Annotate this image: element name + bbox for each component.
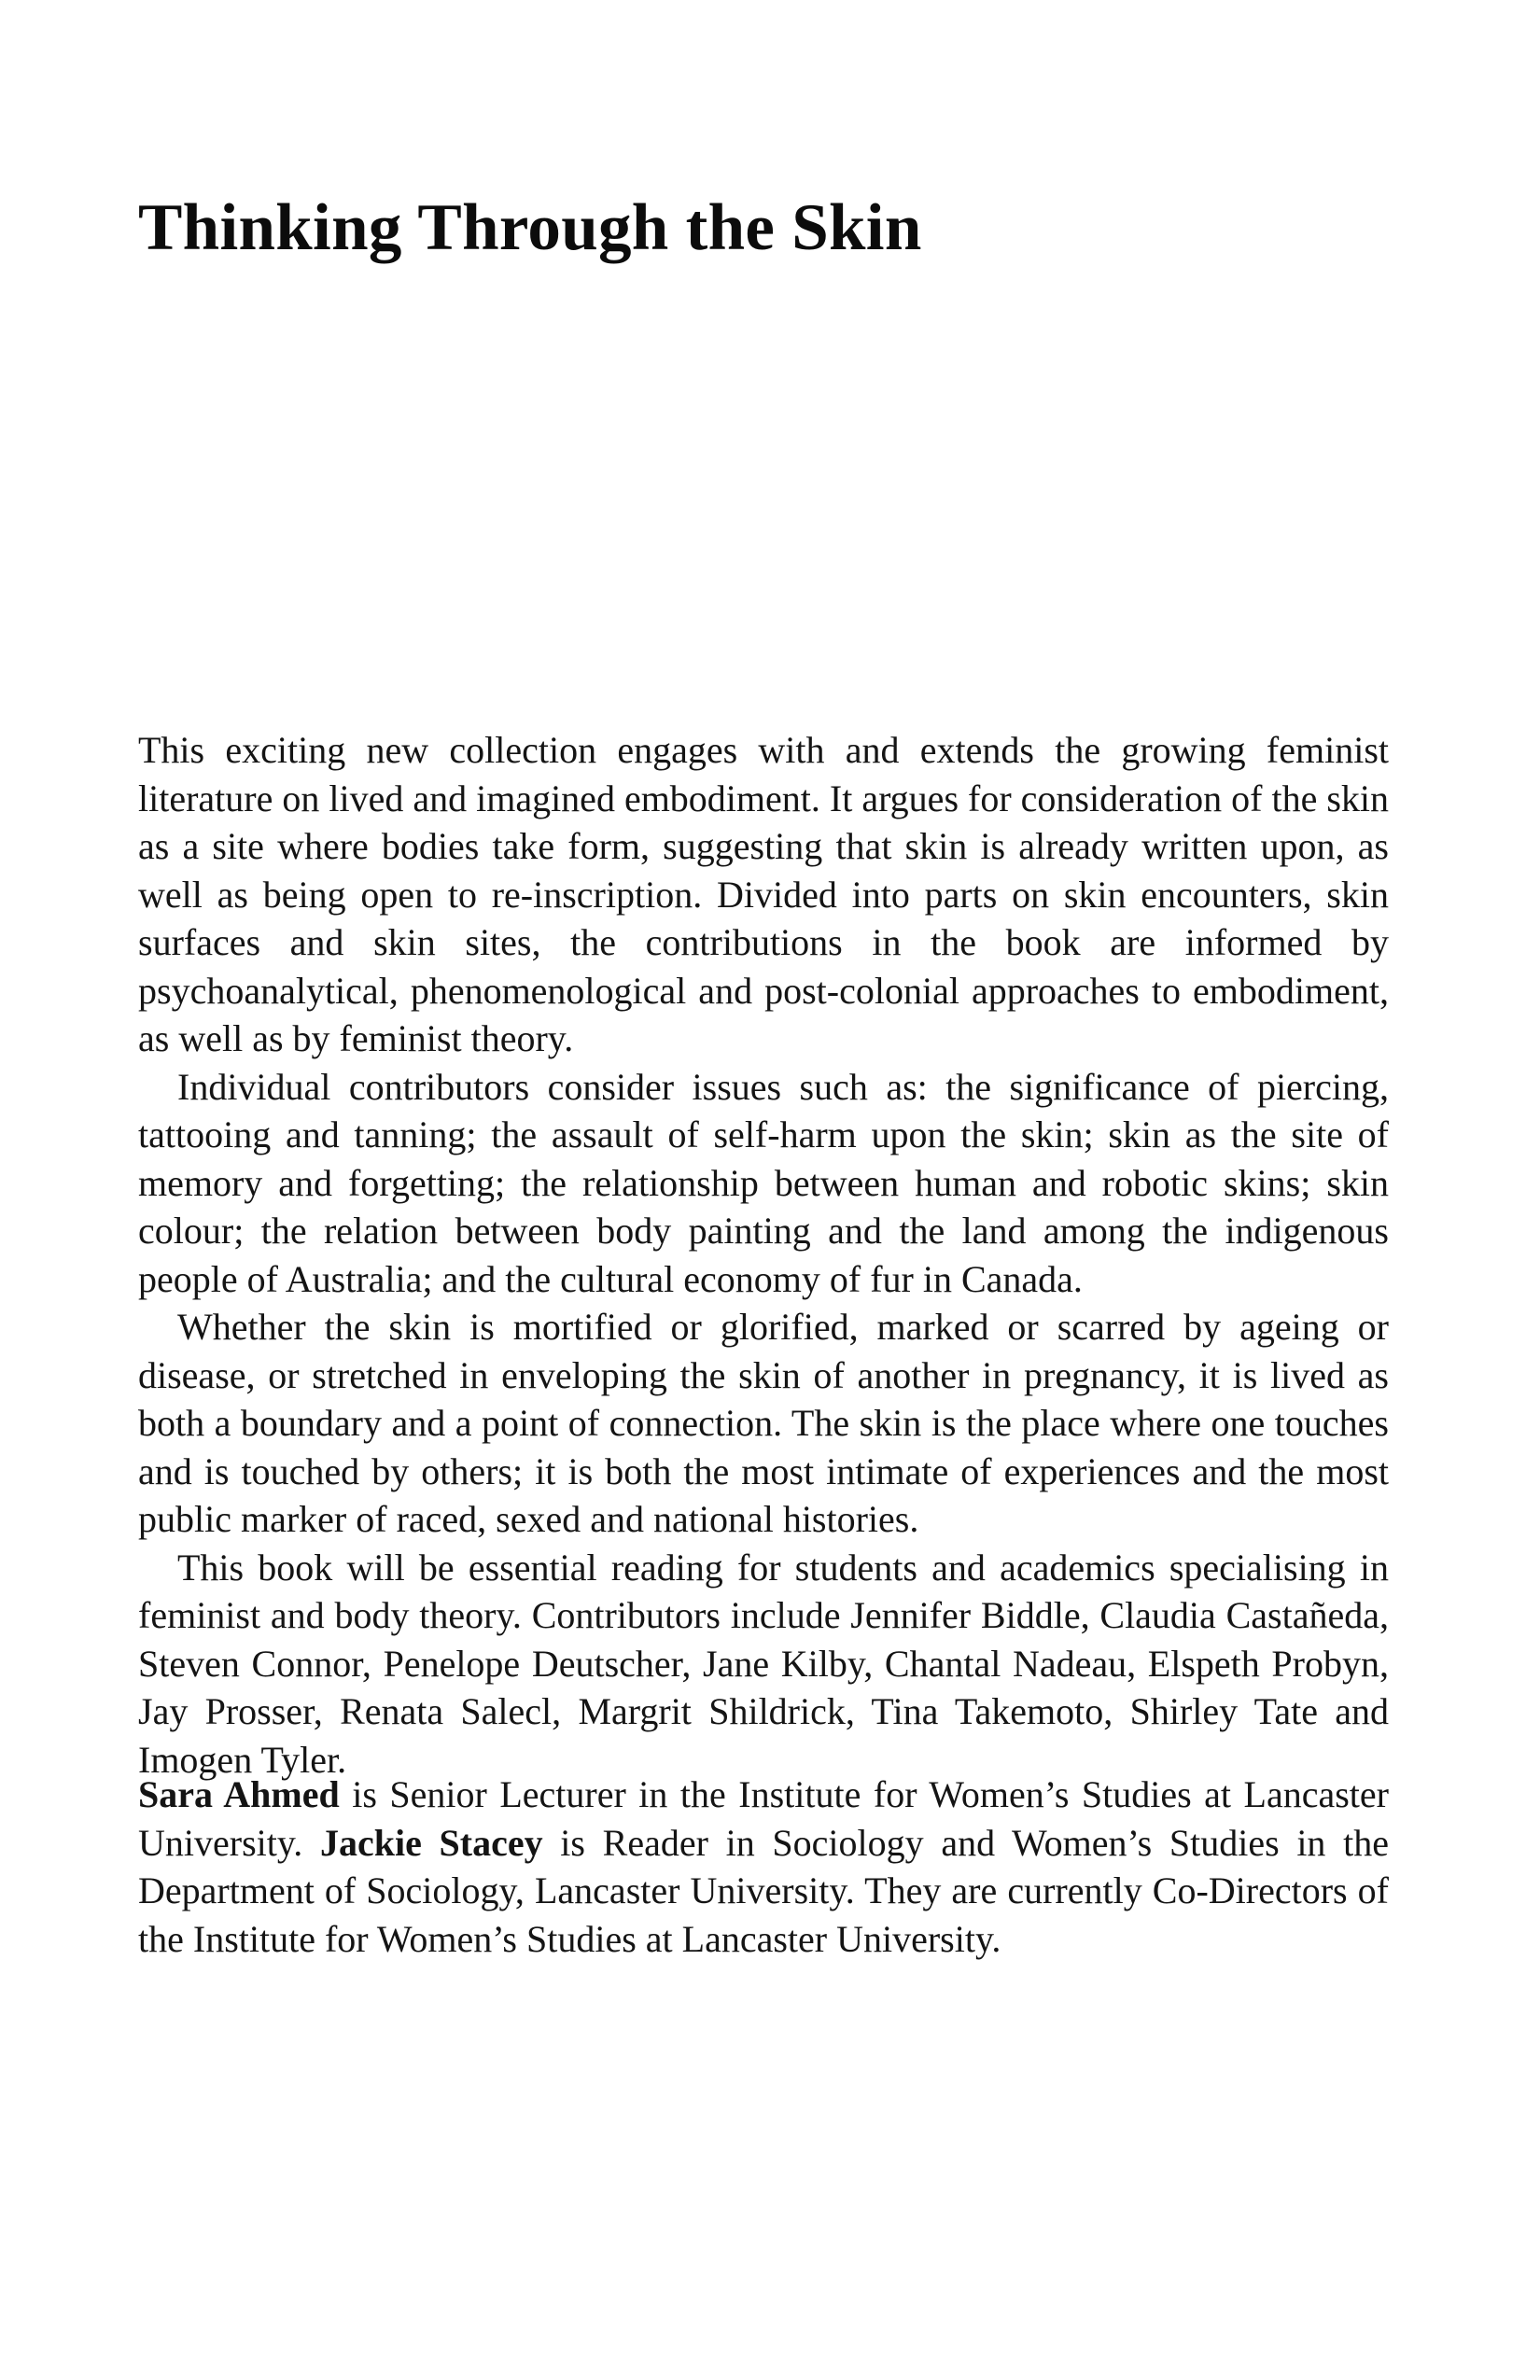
description-paragraph-3: Whether the skin is mortified or glorified, marked or scarred by ageing or disease, or stretched in enveloping the skin of another in pregnancy, it is lived as both a boundary and a point of connection. The skin is the place where one touches and is touched by others; it is both the most intimate of experiences and the most public marker of raced, sexed and national histories. [138, 1306, 1389, 1540]
description-paragraph-2: Individual contributors consider issues such as: the significance of piercing, tattooing and tanning; the assault of self-harm upon the skin; skin as the site of memory and forgetting; the relationship between human and robotic skins; skin colour; the relation between body painting and the land among the indigenous people of Australia; and the cultural economy of fur in Canada. [138, 1065, 1389, 1300]
description-paragraph-4: This book will be essential reading for students and academics specialising in feminist and body theory. Contributors include Jennifer Biddle, Claudia Castañeda, Steven Connor, Penelope Deutscher, Jane Kilby, Chantal Nadeau, Elspeth Probyn, Jay Prosser, Renata Salecl, Margrit Shildrick, Tina Takemoto, Shirley Tate and Imogen Tyler. [138, 1546, 1389, 1781]
page-title: Thinking Through the Skin [138, 191, 922, 264]
editor-bio-ahmed: is Senior Lecturer in the Institute for Women’s Studies at Lancaster University. [138, 1773, 1389, 1864]
editor-name-ahmed: Sara Ahmed [138, 1773, 340, 1815]
editors-bio-paragraph [138, 1771, 1389, 1963]
editor-bio-stacey: is Reader in Sociology and Women’s Studies in the Department of Sociology, Lancaster University. They are currently Co-Directors of the Institute for Women’s Studies at Lancaster University. [138, 1821, 1389, 1960]
description-paragraph-1: This exciting new collection engages with and extends the growing feminist literature on lived and imagined embodiment. It argues for consideration of the skin as a site where bodies take form, suggesting that skin is already written upon, as well as being open to re-inscription. Divided into parts on skin encounters, skin surfaces and skin sites, the contributions in the book are informed by psychoanalytical, phenomenological and post-colonial approaches to embodiment, as well as by feminist theory. [138, 729, 1389, 1059]
editors-bio [138, 1771, 1389, 1963]
book-description [138, 726, 1389, 1784]
editor-name-stacey: Jackie Stacey [319, 1821, 543, 1864]
